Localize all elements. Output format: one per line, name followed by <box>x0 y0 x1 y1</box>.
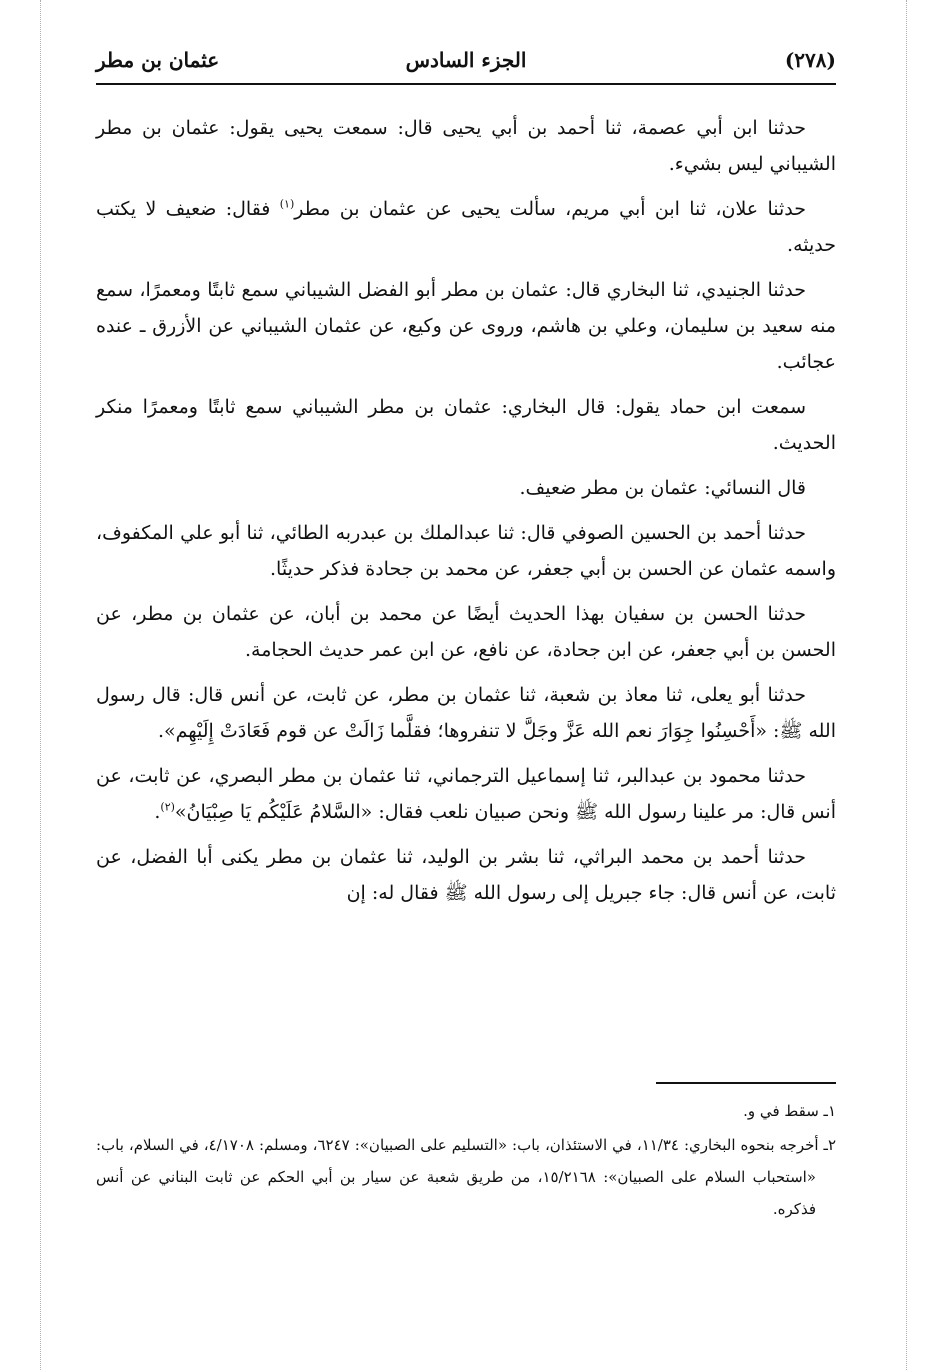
header-rule <box>96 83 836 85</box>
paragraph-5: قال النسائي: عثمان بن مطر ضعيف. <box>519 477 806 499</box>
paragraph-9-text: حدثنا محمود بن عبدالبر، ثنا إسماعيل الترجماني، ثنا عثمان بن مطر البصري، عن ثابت، عن أنس قال: مر علينا رسول الله ﷺ ونحن صبيان نلعب فقال: «السَّلامُ عَلَيْكُم يَا صِبْيَانُ» <box>96 765 836 823</box>
page-number: (٢٧٨) <box>784 48 836 72</box>
footnote-rule <box>656 1082 836 1084</box>
volume-title: الجزء السادس <box>405 48 527 72</box>
footnote-marker-1: (١) <box>279 197 295 211</box>
main-text <box>96 110 836 920</box>
page-header <box>96 44 836 82</box>
paragraph-9-text-end: . <box>154 801 161 823</box>
paragraph-8: حدثنا أبو يعلى، ثنا معاذ بن شعبة، ثنا عثمان بن مطر، عن ثابت، عن أنس قال: قال رسول الله ﷺ: «أَحْسِنُوا جِوَارَ نعم الله عَزَّ وجَلَّ لا تنفروها؛ فقلَّما زَالَتْ عن قوم فَعَادَتْ إِلَيْهِم». <box>96 684 836 742</box>
scan-margin-line <box>40 0 41 1370</box>
paragraph-7: حدثنا الحسن بن سفيان بهذا الحديث أيضًا عن محمد بن أبان، عن عثمان بن مطر، عن الحسن بن أبي جعفر، عن ابن جحادة، عن نافع، عن ابن عمر حديث الحجامة. <box>96 603 836 661</box>
paragraph-2-text-end: فقال: ضعيف لا يكتب حديثه. <box>96 198 836 256</box>
paragraph-10: حدثنا أحمد بن محمد البراثي، ثنا بشر بن الوليد، ثنا عثمان بن مطر يكنى أبا الفضل، عن ثابت، عن أنس قال: جاء جبريل إلى رسول الله ﷺ فقال له: إن <box>96 846 836 904</box>
running-title: عثمان بن مطر <box>96 48 220 72</box>
scan-margin-line <box>906 0 907 1370</box>
paragraph-6: حدثنا أحمد بن الحسين الصوفي قال: ثنا عبدالملك بن عبدربه الطائي، ثنا أبو علي المكفوف، واسمه عثمان عن الحسن بن أبي جعفر، عن محمد بن جحادة فذكر حديثًا. <box>96 522 836 580</box>
paragraph-2 <box>96 191 836 263</box>
footnote-1: ١ـ سقط في و. <box>743 1102 836 1120</box>
footnote-2: ٢ـ أخرجه بنحوه البخاري: ١١/٣٤، في الاستئذان، باب: «التسليم على الصبيان»: ٦٢٤٧، ومسلم: ٤/١٧٠٨، في السلام، باب: «استحباب السلام على الصبيان»: ١٥/٢١٦٨، من طريق شعبة عن سيار بن أبي الحكم عن ثابت البناني عن أنس فذكره. <box>96 1136 836 1218</box>
footnote-marker-2: (٢) <box>160 800 175 814</box>
paragraph-4: سمعت ابن حماد يقول: قال البخاري: عثمان بن مطر الشيباني سمع ثابتًا ومعمرًا منكر الحديث. <box>96 396 836 454</box>
paragraph-1: حدثنا ابن أبي عصمة، ثنا أحمد بن أبي يحيى قال: سمعت يحيى يقول: عثمان بن مطر الشيباني ليس بشيء. <box>96 117 836 175</box>
footnotes <box>96 1095 836 1227</box>
paragraph-2-text: حدثنا علان، ثنا ابن أبي مريم، سألت يحيى عن عثمان بن مطر <box>294 198 806 220</box>
paragraph-3: حدثنا الجنيدي، ثنا البخاري قال: عثمان بن مطر أبو الفضل الشيباني سمع ثابتًا ومعمرًا، سمع منه سعيد بن سليمان، وعلي بن هاشم، وروى عن وكيع، عن عثمان الشيباني عن الأزرق ـ عنده عجائب. <box>96 279 836 373</box>
paragraph-9 <box>96 758 836 830</box>
